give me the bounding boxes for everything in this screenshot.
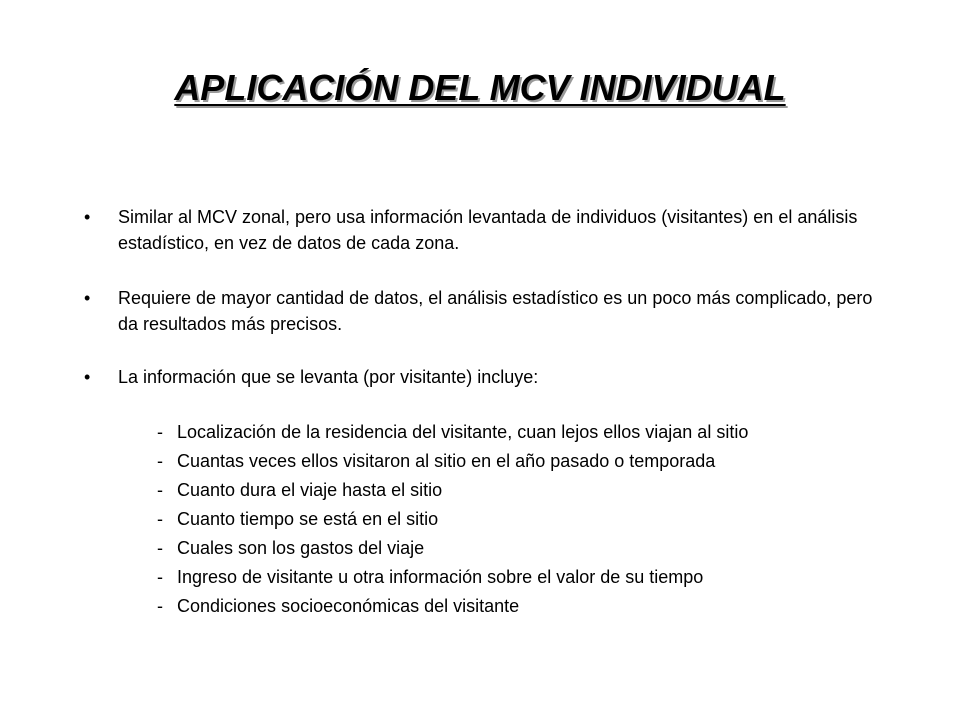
bullet-text: Similar al MCV zonal, pero usa información levantada de individuos (visitantes) en el análisis estadístico, en vez de datos de cada zona. <box>118 207 858 253</box>
sub-list <box>157 418 917 621</box>
bullet-icon: • <box>84 207 91 227</box>
bullet-item <box>84 285 874 337</box>
sub-list-item <box>157 563 917 592</box>
sub-list-item <box>157 447 917 476</box>
bullet-icon: • <box>84 367 91 387</box>
bullet-item <box>84 364 874 390</box>
dash-icon: - <box>157 567 163 587</box>
bullet-text: Requiere de mayor cantidad de datos, el análisis estadístico es un poco más complicado, pero da resultados más precisos. <box>118 288 873 334</box>
dash-icon: - <box>157 451 163 471</box>
dash-icon: - <box>157 596 163 616</box>
sub-list-item-text: Cuales son los gastos del viaje <box>177 538 425 558</box>
sub-list-item-text: Localización de la residencia del visitante, cuan lejos ellos viajan al sitio <box>177 422 749 442</box>
bullet-icon: • <box>84 288 91 308</box>
sub-list-item <box>157 418 917 447</box>
sub-list-item <box>157 505 917 534</box>
bullet-item <box>84 204 874 256</box>
dash-icon: - <box>157 480 163 500</box>
dash-icon: - <box>157 538 163 558</box>
slide-title: APLICACIÓN DEL MCV INDIVIDUAL <box>174 67 786 108</box>
dash-icon: - <box>157 509 163 529</box>
sub-list-item-text: Cuanto dura el viaje hasta el sitio <box>177 480 443 500</box>
bullet-text: La información que se levanta (por visitante) incluye: <box>118 367 539 387</box>
sub-list-item-text: Condiciones socioeconómicas del visitante <box>177 596 520 616</box>
sub-list-item <box>157 534 917 563</box>
sub-list-item-text: Ingreso de visitante u otra información sobre el valor de su tiempo <box>177 567 704 587</box>
sub-list-item <box>157 592 917 621</box>
sub-list-item <box>157 476 917 505</box>
dash-icon: - <box>157 422 163 442</box>
sub-list-item-text: Cuanto tiempo se está en el sitio <box>177 509 439 529</box>
sub-list-item-text: Cuantas veces ellos visitaron al sitio en el año pasado o temporada <box>177 451 716 471</box>
